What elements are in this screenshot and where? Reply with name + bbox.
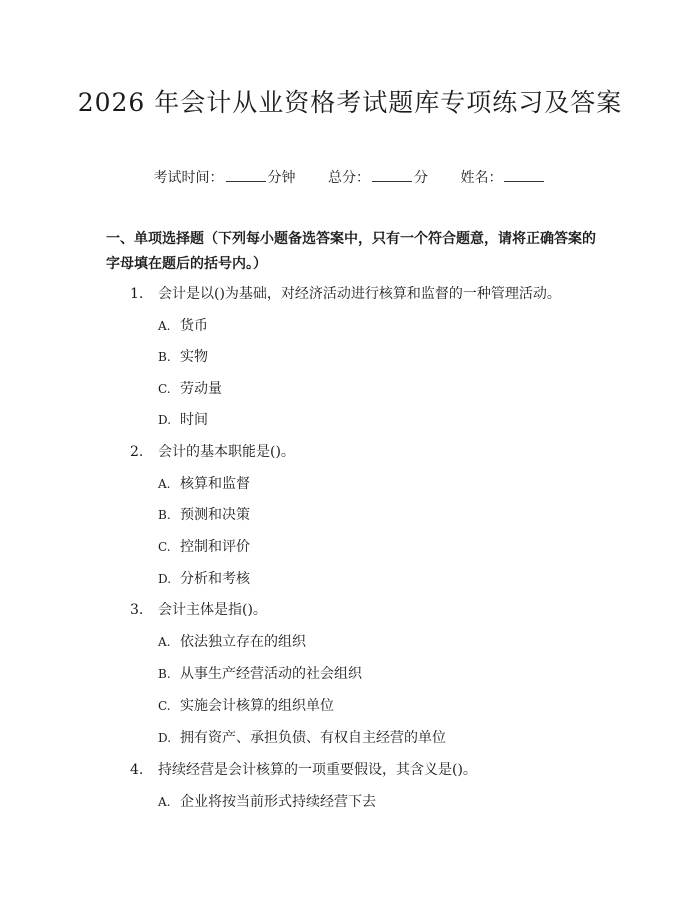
question-3-option-b — [158, 664, 598, 684]
question-1-option-d — [158, 410, 598, 430]
name-blank[interactable] — [504, 168, 544, 182]
option-text: 劳动量 — [180, 381, 222, 397]
question-1 — [130, 284, 610, 304]
name-label: 姓名： — [460, 170, 503, 186]
option-letter: C. — [158, 382, 171, 396]
question-text: 会计的基本职能是()。 — [158, 444, 295, 460]
question-text: 会计主体是指()。 — [158, 602, 267, 618]
exam-meta-row — [0, 168, 700, 188]
option-letter: B. — [158, 667, 171, 681]
question-2-option-c — [158, 537, 598, 557]
total-score-label: 总分： — [328, 170, 370, 186]
question-3-option-c — [158, 696, 598, 716]
question-text: 会计是以()为基础，对经济活动进行核算和监督的一种管理活动。 — [158, 286, 561, 302]
question-number: 2. — [130, 444, 144, 460]
option-text: 分析和考核 — [180, 571, 250, 587]
option-letter: A. — [158, 477, 171, 491]
option-text: 预测和决策 — [180, 507, 250, 523]
option-text: 控制和评价 — [180, 539, 250, 555]
name-field — [460, 168, 546, 188]
question-4-option-a — [158, 792, 598, 812]
option-text: 实物 — [180, 349, 208, 365]
question-2-option-d — [158, 569, 598, 589]
exam-time-blank[interactable] — [226, 168, 266, 182]
option-text: 从事生产经营活动的社会组织 — [180, 666, 362, 682]
total-score-blank[interactable] — [372, 168, 412, 182]
document-title: 2026 年会计从业资格考试题库专项练习及答案 — [77, 88, 623, 117]
option-text: 拥有资产、承担负债、有权自主经营的单位 — [180, 730, 446, 746]
question-number: 1. — [130, 286, 144, 302]
option-letter: D. — [158, 572, 172, 586]
option-text: 核算和监督 — [180, 476, 250, 492]
question-1-option-b — [158, 347, 598, 367]
option-letter: A. — [158, 319, 171, 333]
option-letter: B. — [158, 508, 171, 522]
option-letter: A. — [158, 635, 171, 649]
exam-time-label: 考试时间： — [153, 170, 224, 186]
option-text: 实施会计核算的组织单位 — [180, 698, 334, 714]
option-letter: D. — [158, 413, 172, 427]
question-2-option-a — [158, 474, 598, 494]
option-letter: D. — [158, 731, 172, 745]
question-3 — [130, 600, 610, 620]
option-letter: C. — [158, 540, 171, 554]
question-2-option-b — [158, 505, 598, 525]
option-letter: C. — [158, 699, 171, 713]
question-1-option-a — [158, 316, 598, 336]
section-heading: 一、单项选择题（下列每小题备选答案中，只有一个符合题意，请将正确答案的字母填在题后的括号内。） — [106, 231, 596, 272]
exam-time-field — [154, 168, 296, 188]
total-score-field — [328, 168, 428, 188]
question-number: 4. — [130, 762, 144, 778]
question-1-option-c — [158, 379, 598, 399]
question-number: 3. — [130, 602, 144, 618]
option-text: 时间 — [180, 412, 208, 428]
question-3-option-d — [158, 728, 598, 748]
option-letter: A. — [158, 795, 171, 809]
exam-time-unit: 分钟 — [267, 170, 296, 186]
total-score-unit: 分 — [414, 170, 428, 186]
option-text: 企业将按当前形式持续经营下去 — [180, 794, 376, 810]
question-2 — [130, 442, 610, 462]
option-letter: B. — [158, 350, 171, 364]
option-text: 依法独立存在的组织 — [180, 634, 306, 650]
question-text: 持续经营是会计核算的一项重要假设，其含义是()。 — [158, 762, 477, 778]
question-3-option-a — [158, 632, 598, 652]
question-4 — [130, 760, 610, 780]
option-text: 货币 — [180, 318, 208, 334]
